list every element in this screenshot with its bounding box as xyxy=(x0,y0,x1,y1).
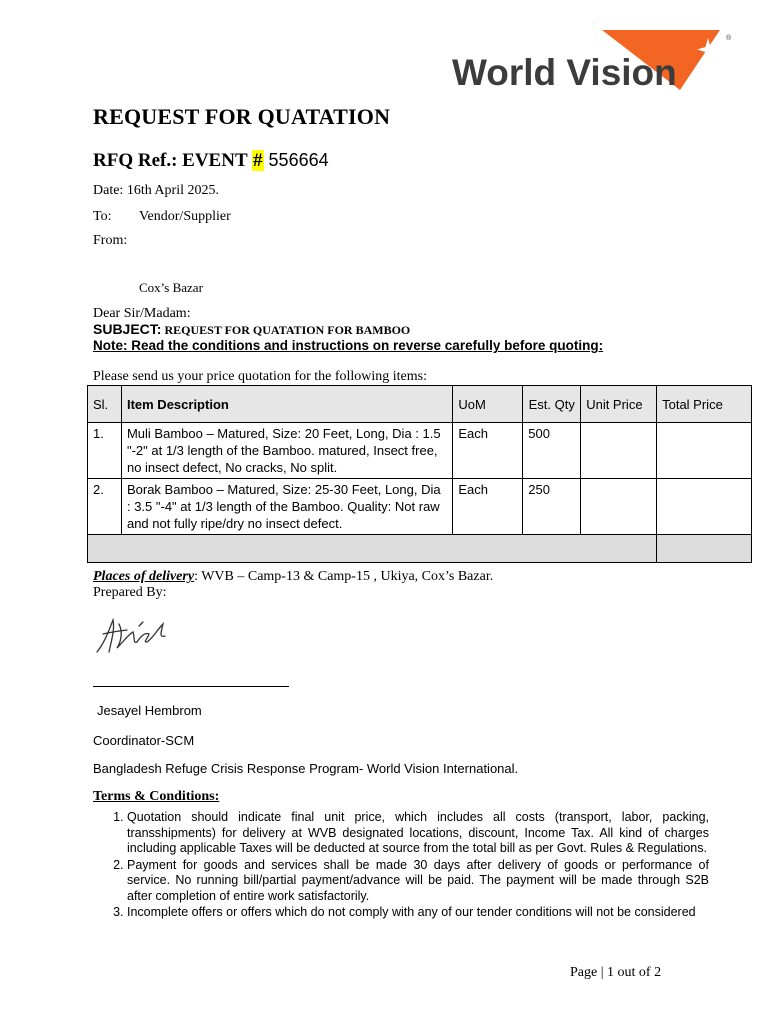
rfq-reference xyxy=(93,150,329,172)
world-vision-logo xyxy=(452,30,738,94)
signatory-name: Jesayel Hembrom xyxy=(97,703,202,718)
signatory-organization: Bangladesh Refuge Crisis Response Program- World Vision International. xyxy=(93,761,519,776)
row-description: Muli Bamboo – Matured, Size: 20 Feet, Long, Dia : 1.5 "-2" at 1/3 length of the Bamboo. matured, Insect free, no insect defect, No cracks, No split. xyxy=(121,423,452,479)
row-sl: 1. xyxy=(88,423,122,479)
row-total-price[interactable] xyxy=(657,423,752,479)
signatory-role: Coordinator-SCM xyxy=(93,733,195,748)
prepared-by-label: Prepared By: xyxy=(93,585,167,600)
salutation: Dear Sir/Madam: xyxy=(93,306,191,321)
row-uom: Each xyxy=(453,423,523,479)
logo-registered-mark: ® xyxy=(726,35,732,42)
rfq-number: 556664 xyxy=(263,150,329,170)
document-title: REQUEST FOR QUATATION xyxy=(93,104,391,129)
handwritten-signature xyxy=(93,612,171,656)
row-uom: Each xyxy=(453,479,523,535)
subject-label: SUBJECT: xyxy=(93,321,162,337)
rfq-hash: # xyxy=(253,150,263,171)
subject-text: REQUEST FOR QUATATION FOR BAMBOO xyxy=(161,323,411,337)
table-total-row xyxy=(88,535,752,563)
total-row-label-cell xyxy=(88,535,657,563)
terms-heading: Terms & Conditions: xyxy=(93,789,220,804)
date-line: Date: 16th April 2025. xyxy=(93,183,219,198)
delivery-label: Places of delivery xyxy=(93,569,195,584)
header-item-description: Item Description xyxy=(121,386,452,423)
row-total-price[interactable] xyxy=(657,479,752,535)
items-table xyxy=(87,385,752,563)
terms-list xyxy=(93,810,709,922)
list-item: 1. Quotation should indicate final unit price, which includes all costs (transport, labor, packing, transshipments) for delivery at WVB designated locations, discount, Income Tax. All kind of charges including applicable Taxes will be deducted at source from the total bill as per Govt. Rules & Regulations. xyxy=(127,810,709,857)
row-unit-price[interactable] xyxy=(581,423,657,479)
list-item: 3. Incomplete offers or offers which do not comply with any of our tender conditions will not be considered xyxy=(127,905,709,921)
table-header-row xyxy=(88,386,752,423)
rfq-label: RFQ Ref.: EVENT xyxy=(93,150,253,171)
row-unit-price[interactable] xyxy=(581,479,657,535)
grand-total-cell[interactable] xyxy=(657,535,752,563)
subject-line xyxy=(93,321,410,339)
to-value: Vendor/Supplier xyxy=(139,209,231,224)
delivery-text: : WVB – Camp-13 & Camp-15 , Ukiya, Cox’s Bazar. xyxy=(194,569,494,584)
signature-line xyxy=(93,686,289,687)
row-qty: 250 xyxy=(523,479,581,535)
header-uom: UoM xyxy=(453,386,523,423)
delivery-line xyxy=(93,569,493,585)
header-unit-price: Unit Price xyxy=(581,386,657,423)
header-est-qty: Est. Qty xyxy=(523,386,581,423)
from-location: Cox’s Bazar xyxy=(139,280,203,295)
table-row xyxy=(88,423,752,479)
table-row xyxy=(88,479,752,535)
row-qty: 500 xyxy=(523,423,581,479)
from-label: From: xyxy=(93,233,128,248)
list-item: 2. Payment for goods and services shall be made 30 days after delivery of goods or performance of service. No running bill/partial payment/advance will be paid. The payment will be made through S2B after completion of entire work satisfactorily. xyxy=(127,858,709,905)
row-sl: 2. xyxy=(88,479,122,535)
row-description: Borak Bamboo – Matured, Size: 25-30 Feet, Long, Dia : 3.5 "-4" at 1/3 length of the Bamboo. Quality: Not raw and not fully ripe/dry no insect defect. xyxy=(121,479,452,535)
note-line: Note: Read the conditions and instructions on reverse carefully before quoting: xyxy=(93,338,604,353)
header-sl: Sl. xyxy=(88,386,122,423)
to-label: To: xyxy=(93,209,112,224)
logo-text: World Vision xyxy=(452,52,677,93)
page-number: Page | 1 out of 2 xyxy=(570,965,662,980)
intro-line: Please send us your price quotation for the following items: xyxy=(93,369,427,384)
header-total-price: Total Price xyxy=(657,386,752,423)
